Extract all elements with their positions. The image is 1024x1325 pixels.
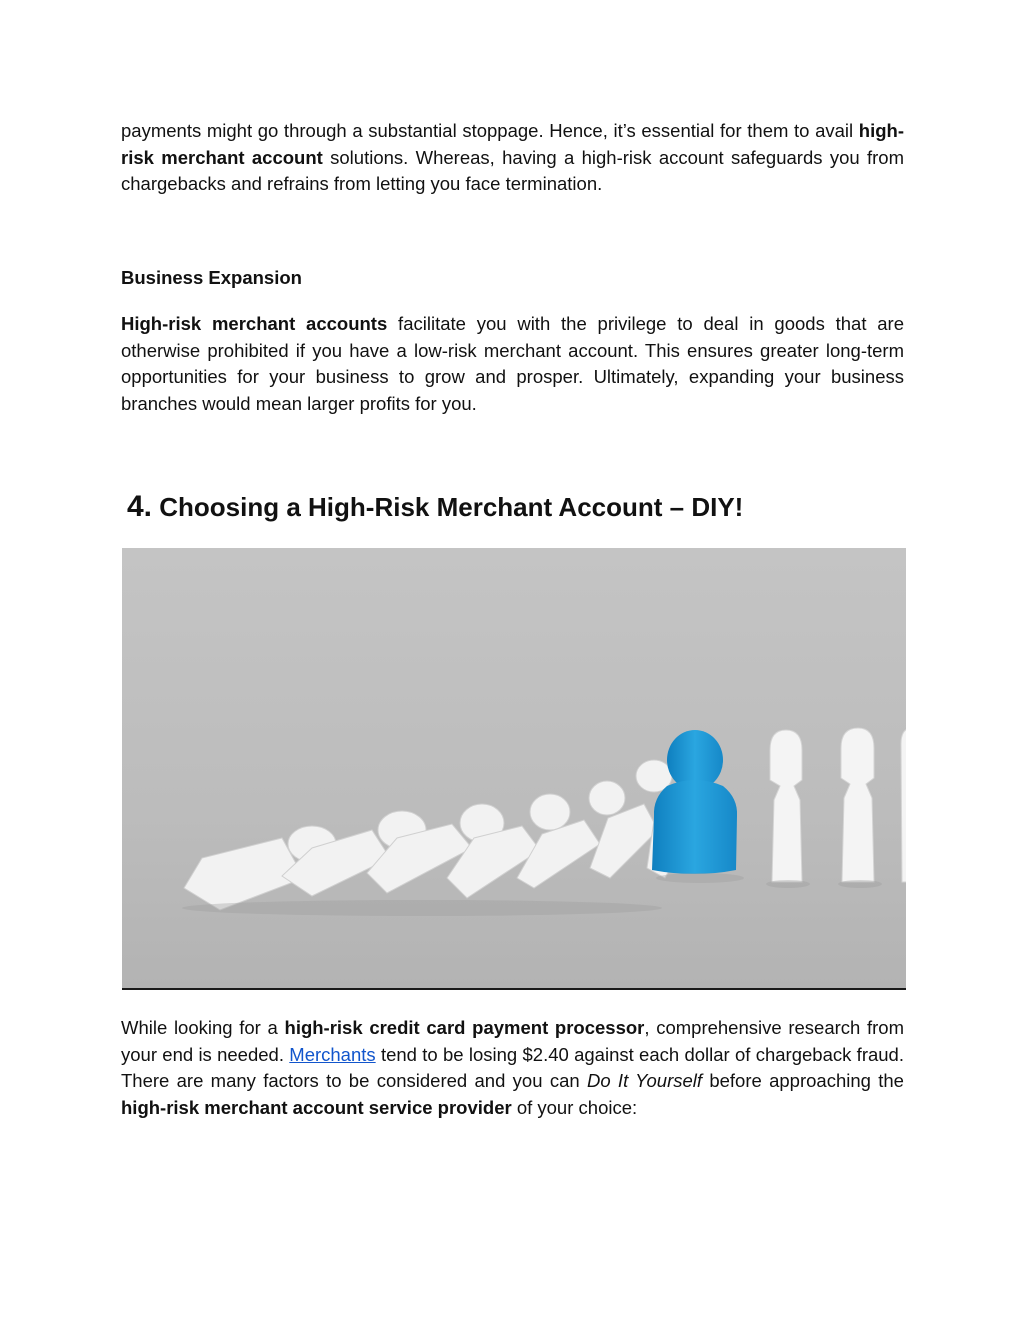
- bold-term: High-risk merchant accounts: [121, 313, 388, 334]
- paragraph-text: solutions. Whereas, having a high-risk account safeguards you from chargebacks and refrains from letting you face termination.: [121, 146, 904, 194]
- paragraph-text: , comprehensive research from your end is needed.: [121, 1017, 905, 1065]
- paragraph-text: payments might go through a substantial stoppage. Hence, it’s essential for them to avail: [121, 120, 859, 141]
- document-body: [121, 118, 904, 524]
- domino-figures-image: [122, 548, 906, 989]
- bold-term: high-risk merchant account: [121, 120, 904, 168]
- section-title: [127, 490, 904, 524]
- paragraph-text: While looking for a: [121, 1017, 285, 1038]
- bold-term: high-risk credit card payment processor: [284, 1017, 645, 1038]
- paragraph-text: of your choice:: [511, 1096, 638, 1118]
- paragraph-text: before approaching the: [702, 1070, 904, 1091]
- section-number: 4.: [127, 490, 153, 523]
- paragraph-chargebacks: [121, 118, 904, 198]
- domino-illustration: [122, 548, 906, 989]
- paragraph-diy: [121, 1015, 904, 1121]
- paragraph-text: facilitate you with the privilege to deal in goods that are otherwise prohibited if you have a low-risk merchant account. This ensures greater long-term opportunities for your business to grow and prosper. Ultimately, expanding your business branches would mean larger profits for you.: [121, 313, 904, 414]
- paragraph-text: tend to be losing $2.40 against each dollar of chargeback fraud. There are many factors to be considered and you can: [121, 1043, 904, 1091]
- paragraph-business-expansion: [121, 311, 904, 417]
- section-title-text: Choosing a High-Risk Merchant Account – DIY!: [152, 492, 744, 522]
- merchants-link[interactable]: Merchants: [289, 1043, 376, 1065]
- bold-term: high-risk merchant account service provider: [121, 1096, 512, 1118]
- section-heading: Business Expansion: [121, 266, 302, 288]
- image-bottom-border: [122, 988, 906, 990]
- italic-term: Do It Yourself: [586, 1070, 703, 1091]
